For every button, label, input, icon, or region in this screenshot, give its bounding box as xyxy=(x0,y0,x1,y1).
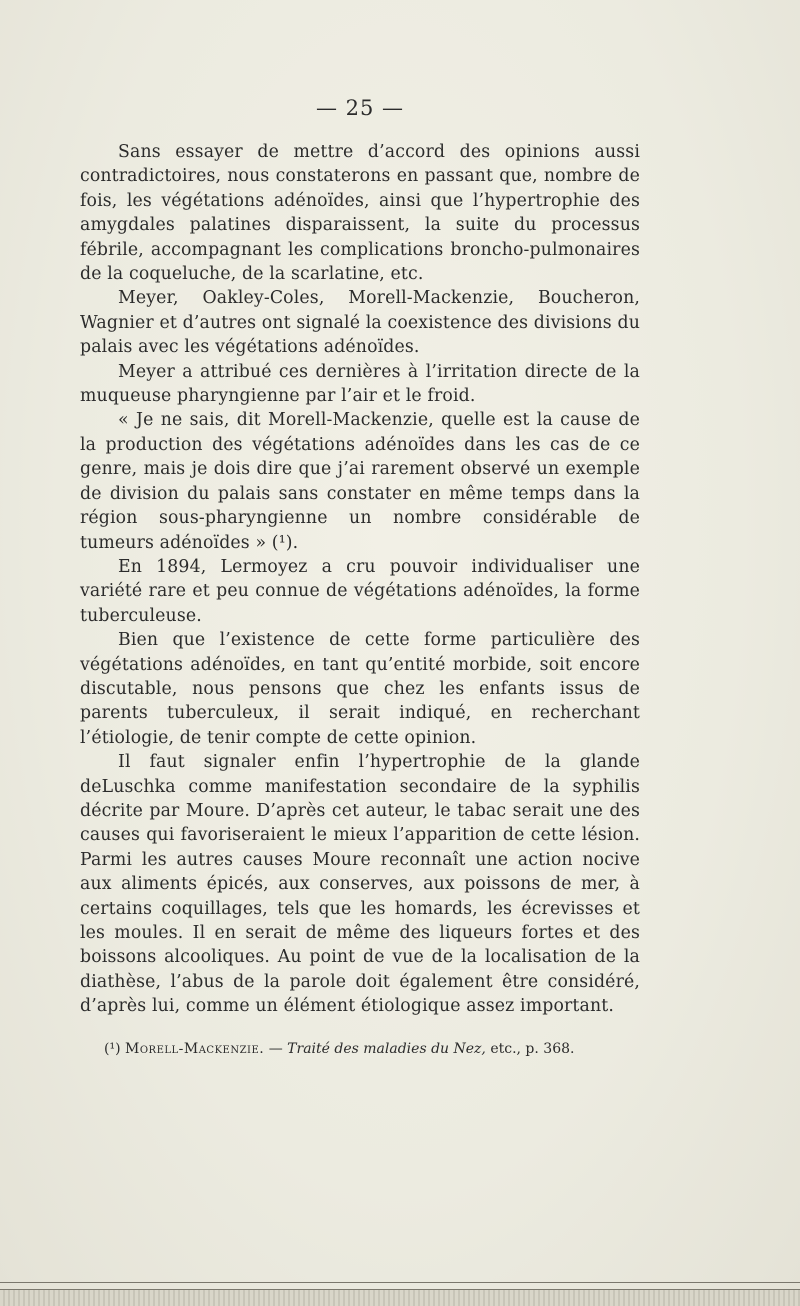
paragraph: « Je ne sais, dit Morell-Mackenzie, quelle est la cause de la production des végétations adénoïdes dans les cas de ce genre, mais je dois dire que j’ai rarement observé un exemple de division du palais sans constater en même temps dans la région sous-pharyngienne un nombre considérable de tumeurs adénoïdes » (¹). xyxy=(80,410,640,553)
scan-edge-band xyxy=(0,1290,800,1306)
paragraph: Il faut signaler enfin l’hypertrophie de la glande deLuschka comme manifestation secondaire de la syphilis décrite par Moure. D’après cet auteur, le tabac serait une des causes qui favoriseraient le mieux l’apparition de cette lésion. Parmi les autres causes Moure reconnaît une action nocive aux aliments épicés, aux conserves, aux poissons de mer, à certains coquillages, tels que les homards, les écrevisses et les moules. Il en serait de même des liqueurs fortes et des boissons alcooliques. Au point de vue de la localisation de la diathèse, l’abus de la parole doit également être considéré, d’après lui, comme un élément étiologique assez important. xyxy=(80,752,640,1017)
footnote-reference: etc., p. 368. xyxy=(490,1041,575,1057)
footnote-dash: — xyxy=(268,1041,283,1057)
paragraph: En 1894, Lermoyez a cru pouvoir individualiser une variété rare et peu connue de végétations adénoïdes, la forme tuberculeuse. xyxy=(80,556,640,626)
page-number: — 25 — xyxy=(315,96,405,120)
footnote-title: Traité des maladies du Nez, xyxy=(287,1041,486,1057)
page-edge-line xyxy=(0,1282,800,1283)
body-text xyxy=(80,140,640,1019)
footnote xyxy=(104,1040,644,1058)
footnote-author: Morell-Mackenzie. xyxy=(125,1041,265,1057)
paragraph: Meyer, Oakley-Coles, Morell-Mackenzie, Boucheron, Wagnier et d’autres ont signalé la coexistence des divisions du palais avec les végétations adénoïdes. xyxy=(80,288,640,358)
paragraph: Bien que l’existence de cette forme particulière des végétations adénoïdes, en tant qu’entité morbide, soit encore discutable, nous pensons que chez les enfants issus de parents tuberculeux, il serait indiqué, en recherchant l’étiologie, de tenir compte de cette opinion. xyxy=(80,630,640,748)
paragraph: Sans essayer de mettre d’accord des opinions aussi contradictoires, nous constaterons en passant que, nombre de fois, les végétations adénoïdes, ainsi que l’hypertrophie des amygdales palatines disparaissent, la suite du processus fébrile, accompagnant les complications broncho-pulmonaires de la coqueluche, de la scarlatine, etc. xyxy=(80,142,640,285)
paragraph: Meyer a attribué ces dernières à l’irritation directe de la muqueuse pharyngienne par l’air et le froid. xyxy=(80,361,640,407)
footnote-marker: (¹) xyxy=(104,1041,121,1057)
